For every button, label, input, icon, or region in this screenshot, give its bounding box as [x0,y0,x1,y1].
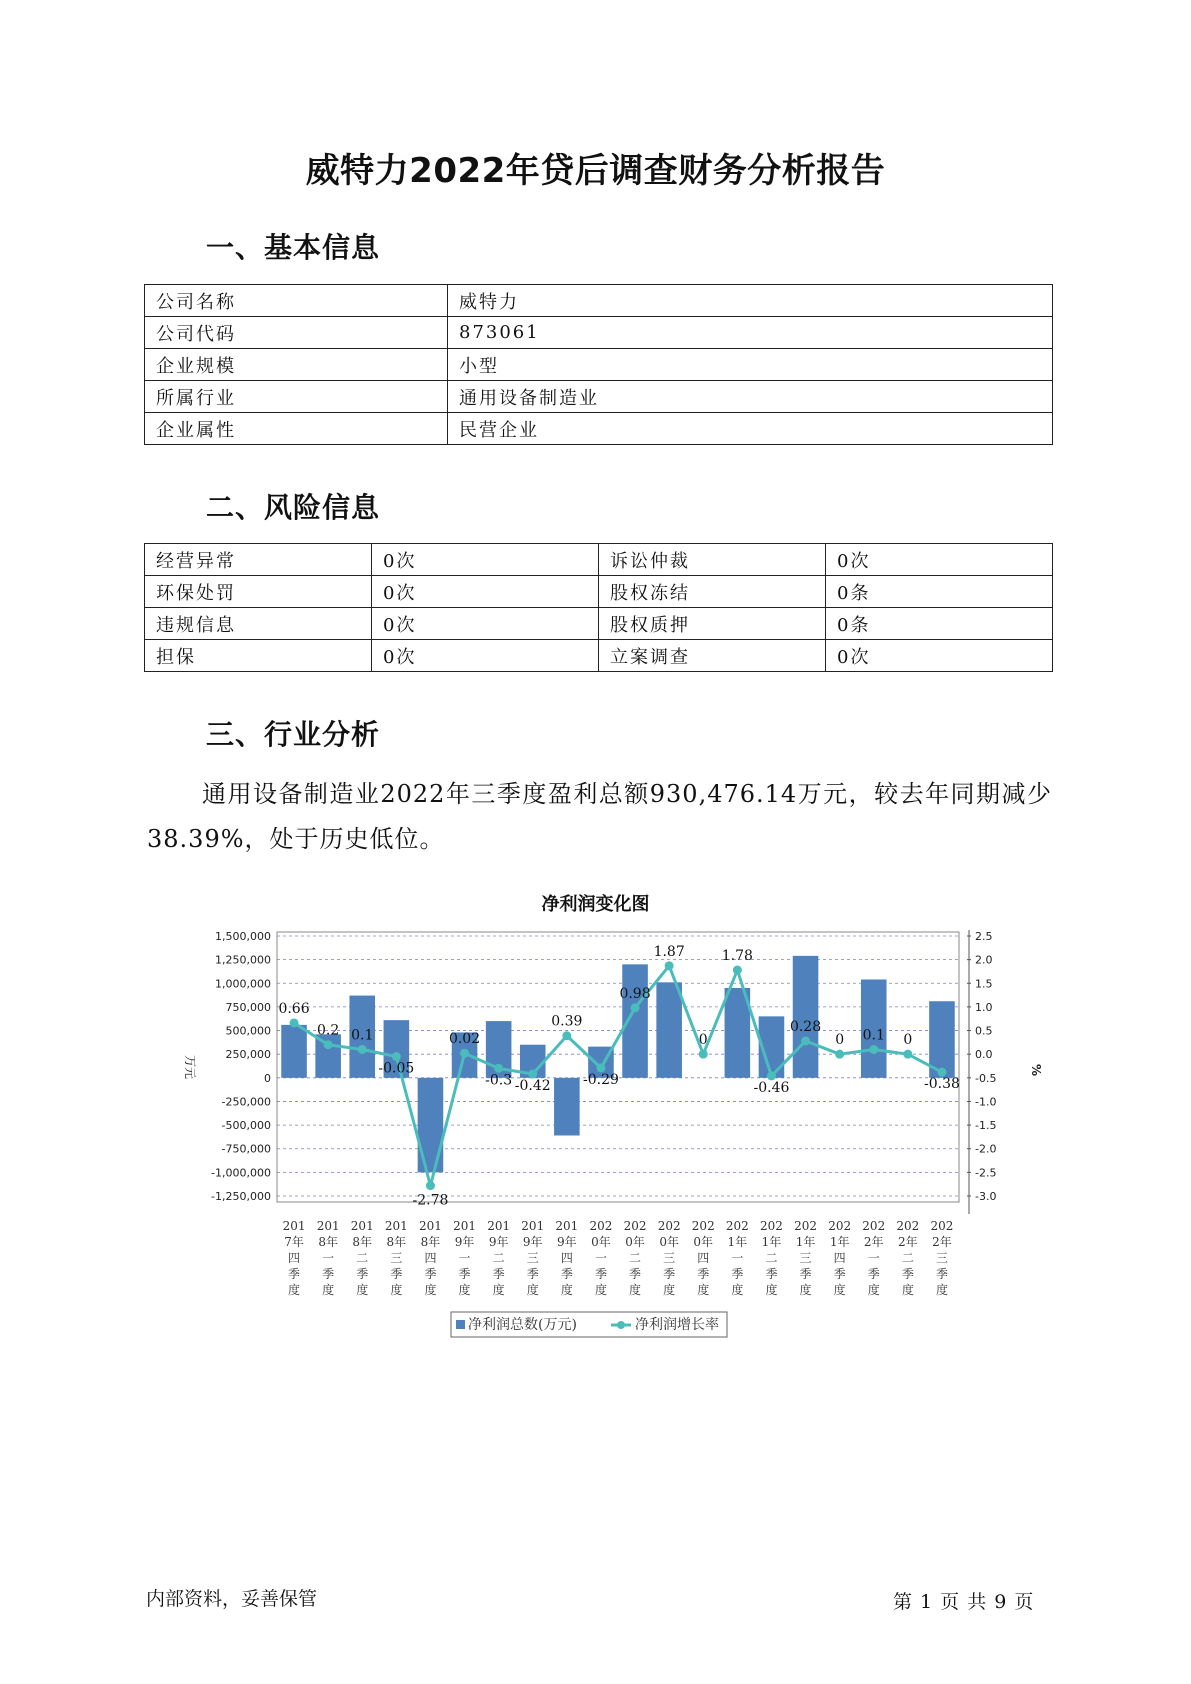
y-right-tick-label: 2.0 [975,953,993,967]
risk-value: 0次 [372,608,599,640]
growth-data-label: 0.28 [789,1018,822,1035]
growth-data-label: 0.1 [862,1027,885,1044]
growth-rate-point [324,1040,333,1049]
basic-info-label: 所属行业 [145,381,448,413]
risk-value: 0条 [826,576,1053,608]
growth-rate-point [460,1049,469,1058]
y-left-tick-label: -1,250,000 [211,1190,271,1203]
growth-rate-point [426,1181,435,1190]
x-tick-label: 202 2年二季度 [896,1219,920,1297]
y-right-tick-label: 0.0 [975,1048,993,1062]
x-tick-label: 202 1年三季度 [794,1219,818,1297]
x-tick-label: 201 8年一季度 [316,1219,340,1297]
profit-bar [554,1078,580,1136]
growth-data-label: -0.3 [485,1072,513,1089]
net-profit-chart [150,920,1043,1350]
y-left-tick-label: 250,000 [225,1048,271,1062]
y-right-tick-label: -1.0 [975,1095,997,1109]
y-right-axis-label: % [1029,1063,1043,1077]
growth-data-label: 1.78 [721,948,753,965]
legend-line-marker [617,1321,625,1329]
y-left-tick-label: 500,000 [225,1024,271,1038]
industry-paragraph: 通用设备制造业2022年三季度盈利总额930,476.14万元，较去年同期减少38.39%，处于历史低位。 [147,780,1052,853]
risk-info-row [145,640,1053,672]
risk-label: 经营异常 [145,544,372,576]
basic-info-label: 公司代码 [145,317,448,349]
x-tick-label: 201 8年三季度 [384,1219,408,1297]
risk-info-row [145,576,1053,608]
y-left-tick-label: -750,000 [221,1142,271,1156]
y-left-tick-label: 0 [264,1071,271,1085]
basic-info-label: 企业属性 [145,413,448,445]
section-heading-risk: 二、风险信息 [206,491,381,524]
x-tick-label: 201 9年四季度 [555,1219,579,1297]
basic-info-value: 威特力 [448,285,1053,317]
growth-data-label: 1.87 [653,943,685,960]
y-left-tick-label: 1,500,000 [215,930,271,943]
profit-bar [656,982,682,1077]
x-tick-label: 201 8年四季度 [418,1219,442,1297]
y-right-tick-label: -0.5 [975,1071,997,1085]
growth-data-label: -0.42 [514,1078,551,1095]
growth-data-label: 0.66 [278,1000,310,1017]
basic-info-row [145,413,1053,445]
basic-info-value: 小型 [448,349,1053,381]
basic-info-value: 通用设备制造业 [448,381,1053,413]
risk-label: 违规信息 [145,608,372,640]
basic-info-label: 公司名称 [145,285,448,317]
growth-rate-point [733,966,742,975]
growth-data-label: 0.39 [551,1013,583,1030]
y-left-tick-label: 1,250,000 [215,953,271,967]
y-left-tick-label: -250,000 [221,1095,271,1109]
growth-data-label: -2.78 [412,1192,449,1209]
x-tick-label: 202 0年二季度 [623,1219,647,1297]
y-right-tick-label: 2.5 [975,930,993,943]
growth-rate-point [562,1031,571,1040]
risk-label: 立案调查 [599,640,826,672]
growth-data-label: 0.98 [619,985,651,1002]
x-tick-label: 201 7年四季度 [282,1219,306,1297]
x-tick-label: 201 8年二季度 [350,1219,374,1297]
legend-bar-swatch [456,1320,465,1329]
section-heading-basic: 一、基本信息 [206,231,381,264]
risk-value: 0条 [826,608,1053,640]
y-left-tick-label: -1,000,000 [211,1166,271,1180]
risk-value: 0次 [826,640,1053,672]
basic-info-value: 873061 [448,317,1053,349]
risk-value: 0次 [372,544,599,576]
profit-bar [281,1025,307,1078]
growth-data-label: -0.46 [753,1079,790,1096]
y-right-tick-label: -2.5 [975,1166,997,1180]
growth-data-label: 0.2 [317,1022,340,1039]
risk-info-table [144,543,1053,672]
y-left-tick-label: -500,000 [221,1119,271,1133]
y-left-tick-label: 750,000 [225,1000,271,1014]
x-tick-label: 201 9年三季度 [521,1219,545,1297]
growth-rate-point [801,1036,810,1045]
risk-label: 股权质押 [599,608,826,640]
y-right-tick-label: 1.0 [975,1000,993,1014]
growth-data-label: -0.05 [378,1060,415,1077]
basic-info-table [144,284,1053,445]
section-heading-industry: 三、行业分析 [206,718,381,751]
y-left-tick-label: 1,000,000 [215,977,271,991]
basic-info-value: 民营企业 [448,413,1053,445]
growth-data-label: 0 [698,1032,708,1049]
basic-info-row [145,317,1053,349]
risk-value: 0次 [372,576,599,608]
growth-data-label: -0.38 [923,1076,960,1093]
growth-rate-point [290,1018,299,1027]
basic-info-row [145,285,1053,317]
x-tick-label: 202 1年二季度 [759,1219,783,1297]
legend-bar-label: 净利润总数(万元) [468,1317,577,1333]
growth-data-label: -0.29 [582,1071,619,1088]
x-tick-label: 201 9年一季度 [453,1219,477,1297]
chart-title: 净利润变化图 [541,894,650,915]
y-right-tick-label: 0.5 [975,1024,993,1038]
risk-info-row [145,608,1053,640]
y-right-tick-label: -2.0 [975,1142,997,1156]
risk-info-row [145,544,1053,576]
risk-label: 诉讼仲裁 [599,544,826,576]
growth-rate-point [631,1003,640,1012]
x-tick-label: 202 0年三季度 [657,1219,681,1297]
x-tick-label: 202 2年三季度 [930,1219,954,1297]
risk-label: 环保处罚 [145,576,372,608]
growth-rate-point [358,1045,367,1054]
y-right-tick-label: 1.5 [975,977,993,991]
growth-rate-point [869,1045,878,1054]
report-title: 威特力2022年贷后调查财务分析报告 [305,151,886,191]
risk-value: 0次 [826,544,1053,576]
basic-info-row [145,381,1053,413]
growth-rate-point [835,1050,844,1059]
y-right-tick-label: -3.0 [975,1190,997,1203]
growth-data-label: 0.1 [351,1027,374,1044]
growth-data-label: 0.02 [448,1031,481,1048]
risk-value: 0次 [372,640,599,672]
y-left-axis-label: 万元 [183,1054,197,1080]
footer-page-number: 第 1 页 共 9 页 [893,1591,1035,1613]
basic-info-row [145,349,1053,381]
growth-data-label: 0 [903,1032,913,1049]
x-tick-label: 202 2年一季度 [862,1219,886,1297]
x-tick-label: 201 9年二季度 [487,1219,511,1297]
growth-rate-point [903,1050,912,1059]
footer-confidential-note: 内部资料，妥善保管 [146,1588,318,1610]
legend-line-label: 净利润增长率 [635,1317,719,1333]
growth-rate-point [699,1050,708,1059]
profit-bar [793,956,819,1078]
basic-info-label: 企业规模 [145,349,448,381]
growth-data-label: 0 [835,1032,845,1049]
x-tick-label: 202 0年一季度 [589,1219,613,1297]
risk-label: 担保 [145,640,372,672]
growth-rate-point [665,961,674,970]
x-tick-label: 202 1年四季度 [828,1219,852,1297]
x-tick-label: 202 0年四季度 [691,1219,715,1297]
profit-bar [418,1078,444,1173]
y-right-tick-label: -1.5 [975,1119,997,1133]
x-tick-label: 202 1年一季度 [725,1219,749,1297]
risk-label: 股权冻结 [599,576,826,608]
